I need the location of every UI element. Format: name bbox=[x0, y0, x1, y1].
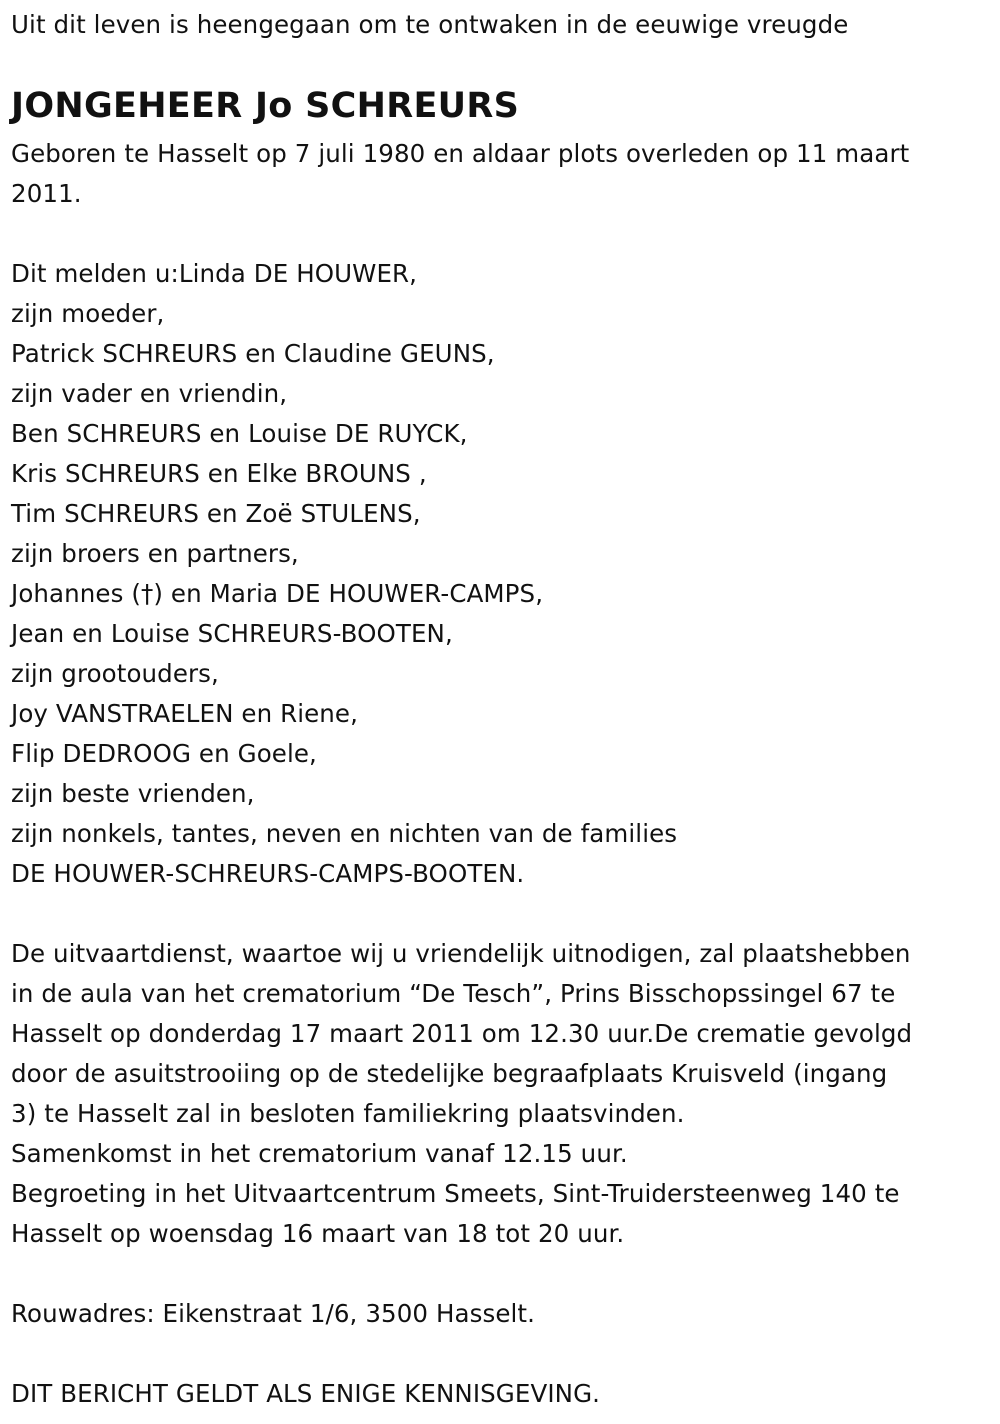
family-line: Ben SCHREURS en Louise DE RUYCK, bbox=[11, 419, 468, 448]
family-line: zijn grootouders, bbox=[11, 659, 219, 688]
family-line: Patrick SCHREURS en Claudine GEUNS, bbox=[11, 339, 495, 368]
family-line: Kris SCHREURS en Elke BROUNS , bbox=[11, 459, 427, 488]
service-paragraph bbox=[11, 934, 912, 1254]
family-line: zijn vader en vriendin, bbox=[11, 379, 288, 408]
family-line: Johannes (†) en Maria DE HOUWER-CAMPS, bbox=[11, 579, 544, 608]
family-line: Jean en Louise SCHREURS-BOOTEN, bbox=[11, 619, 453, 648]
paragraph-line: De uitvaartdienst, waartoe wij u vriendelijk uitnodigen, zal plaatshebben bbox=[11, 939, 911, 968]
birth-death-paragraph bbox=[11, 134, 909, 214]
deceased-name: JONGEHEER Jo SCHREURS bbox=[11, 86, 520, 126]
family-line: zijn moeder, bbox=[11, 299, 165, 328]
paragraph-line: Begroeting in het Uitvaartcentrum Smeets, Sint-Truidersteenweg 140 te bbox=[11, 1179, 900, 1208]
paragraph-line: door de asuitstrooiing op de stedelijke begraafplaats Kruisveld (ingang bbox=[11, 1059, 888, 1088]
notice-text: DIT BERICHT GELDT ALS ENIGE KENNISGEVING. bbox=[11, 1379, 601, 1408]
family-line: zijn nonkels, tantes, neven en nichten van de families bbox=[11, 819, 678, 848]
family-line: Flip DEDROOG en Goele, bbox=[11, 739, 317, 768]
family-line: Joy VANSTRAELEN en Riene, bbox=[11, 699, 358, 728]
family-line: Tim SCHREURS en Zoë STULENS, bbox=[11, 499, 421, 528]
family-line: zijn broers en partners, bbox=[11, 539, 299, 568]
paragraph-line: Samenkomst in het crematorium vanaf 12.15 uur. bbox=[11, 1139, 628, 1168]
paragraph-line: Geboren te Hasselt op 7 juli 1980 en aldaar plots overleden op 11 maart bbox=[11, 139, 910, 168]
paragraph-line: 2011. bbox=[11, 179, 82, 208]
family-line: Dit melden u:Linda DE HOUWER, bbox=[11, 259, 418, 288]
paragraph-line: 3) te Hasselt zal in besloten familiekring plaatsvinden. bbox=[11, 1099, 685, 1128]
paragraph-line: Hasselt op woensdag 16 maart van 18 tot 20 uur. bbox=[11, 1219, 625, 1248]
paragraph-line: in de aula van het crematorium “De Tesch”, Prins Bisschopssingel 67 te bbox=[11, 979, 896, 1008]
mourning-address: Rouwadres: Eikenstraat 1/6, 3500 Hasselt. bbox=[11, 1299, 536, 1328]
paragraph-line: Hasselt op donderdag 17 maart 2011 om 12.30 uur.De crematie gevolgd bbox=[11, 1019, 913, 1048]
family-line: zijn beste vrienden, bbox=[11, 779, 255, 808]
family-list bbox=[11, 254, 677, 894]
family-line: DE HOUWER-SCHREURS-CAMPS-BOOTEN. bbox=[11, 859, 525, 888]
intro-text: Uit dit leven is heengegaan om te ontwaken in de eeuwige vreugde bbox=[11, 10, 849, 39]
